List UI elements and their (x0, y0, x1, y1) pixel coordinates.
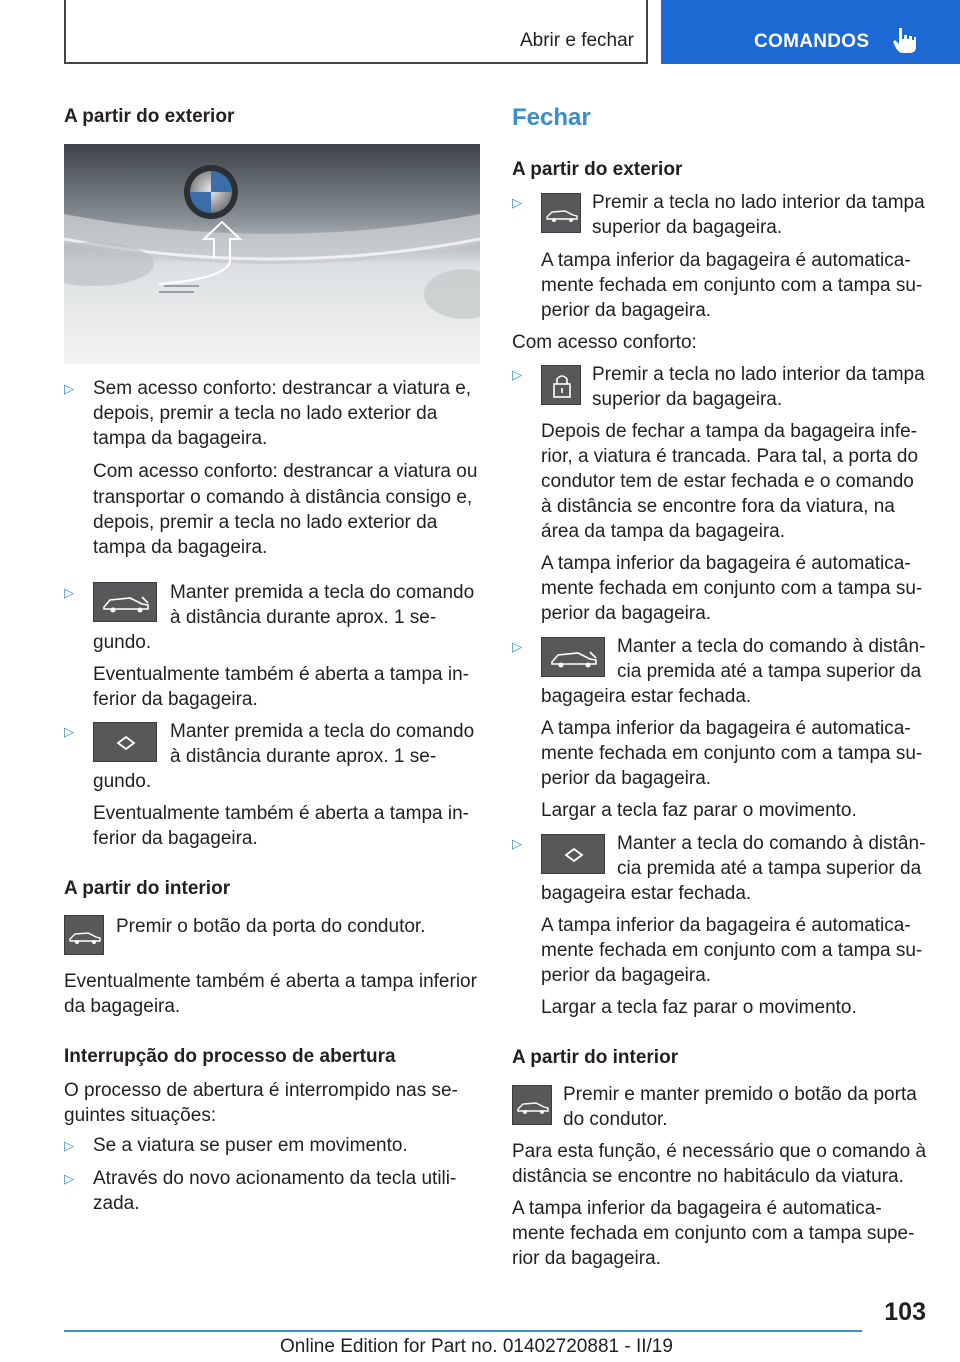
bullet-text: gundo. (93, 632, 152, 653)
bullet-subtext: A tampa inferior da bagageira é automatica‐ (541, 718, 911, 739)
paragraph: Eventualmente também é aberta a tampa inferior (64, 971, 477, 992)
bullet-subtext: A tampa inferior da bagageira é automatica‐ (541, 915, 911, 936)
bullet-text: tampa da bagageira. (93, 428, 268, 449)
bullet-subtext: à distância se encontre fora da viatura, na (541, 496, 895, 517)
paragraph: guintes situações: (64, 1105, 217, 1126)
triangle-bullet-icon: ▷ (64, 1138, 74, 1153)
car-trunk-icon (64, 915, 104, 955)
bullet-subtext: mente fechada em conjunto com a tampa su‐ (541, 940, 923, 961)
paragraph: Para esta função, é necessário que o comando à (512, 1141, 927, 1162)
diamond-key-icon (541, 834, 605, 874)
bullet-subtext: mente fechada em conjunto com a tampa su‐ (541, 578, 923, 599)
paragraph: O processo de abertura é interrompido nas se‐ (64, 1080, 458, 1101)
bullet-subtext: rior, a viatura é trancada. Para tal, a porta do (541, 446, 919, 467)
bullet-text: Sem acesso conforto: destrancar a viatura e, (93, 378, 472, 399)
paragraph: A tampa inferior da bagageira é automatica‐ (512, 1198, 882, 1219)
bullet-subtext: Depois de fechar a tampa da bagageira infe‐ (541, 421, 918, 442)
bullet-subtext: área da tampa da bagageira. (541, 521, 786, 542)
bullet-text: depois, premir a tecla no lado exterior da (93, 403, 438, 424)
bullet-subtext: perior da bagageira. (541, 300, 712, 321)
car-trunk-icon (512, 1085, 552, 1125)
diamond-key-icon (93, 722, 157, 762)
bullet-text: zada. (93, 1193, 140, 1214)
bullet-text: Manter a tecla do comando à distân‐ (617, 636, 926, 657)
car-trunk-icon (541, 637, 605, 677)
bullet-subtext: perior da bagageira. (541, 768, 712, 789)
heading-from-outside: A partir do exterior (64, 106, 235, 127)
triangle-bullet-icon: ▷ (512, 367, 522, 382)
bullet-subtext: tampa da bagageira. (93, 537, 268, 558)
paragraph: mente fechada em conjunto com a tampa supe‐ (512, 1223, 915, 1244)
pointing-hand-icon (893, 26, 917, 59)
bullet-subtext: Eventualmente também é aberta a tampa in‐ (93, 664, 469, 685)
trunk-photo (64, 144, 480, 364)
bullet-subtext: Com acesso conforto: destrancar a viatura ou (93, 461, 478, 482)
footer-edition: Online Edition for Part no. 01402720881 - II/19 (280, 1336, 673, 1357)
bullet-text: bagageira estar fechada. (541, 883, 752, 904)
bullet-text: bagageira estar fechada. (541, 686, 752, 707)
paragraph: da bagageira. (64, 996, 181, 1017)
bullet-text: Manter a tecla do comando à distân‐ (617, 833, 926, 854)
triangle-bullet-icon: ▷ (64, 724, 74, 739)
section-title-close: Fechar (512, 104, 591, 131)
bullet-subtext: condutor tem de estar fechada e o comando (541, 471, 914, 492)
bullet-text: Premir a tecla no lado interior da tampa (592, 192, 925, 213)
triangle-bullet-icon: ▷ (64, 1171, 74, 1186)
bullet-text: Manter premida a tecla do comando (170, 721, 475, 742)
bullet-subtext: mente fechada em conjunto com a tampa su‐ (541, 743, 923, 764)
triangle-bullet-icon: ▷ (64, 585, 74, 600)
footer-divider (64, 1330, 862, 1332)
bullet-text: à distância durante aprox. 1 se‐ (170, 746, 437, 767)
heading-interruption: Interrupção do processo de abertura (64, 1046, 396, 1067)
bullet-text: superior da bagageira. (592, 217, 783, 238)
interior-instruction: do condutor. (563, 1109, 668, 1130)
bullet-text: cia premida até a tampa superior da (617, 661, 922, 682)
bullet-text: cia premida até a tampa superior da (617, 858, 922, 879)
bullet-text: gundo. (93, 771, 152, 792)
bullet-subtext: perior da bagageira. (541, 965, 712, 986)
header-chapter-title: COMANDOS (754, 31, 870, 52)
bullet-text: Premir a tecla no lado interior da tampa (592, 364, 925, 385)
bullet-subtext: depois, premir a tecla no lado exterior da (93, 512, 438, 533)
bullet-text: Se a viatura se puser em movimento. (93, 1135, 408, 1156)
bullet-subtext: ferior da bagageira. (93, 828, 258, 849)
triangle-bullet-icon: ▷ (512, 195, 522, 210)
bullet-text: Através do novo acionamento da tecla utili‐ (93, 1168, 457, 1189)
triangle-bullet-icon: ▷ (512, 639, 522, 654)
triangle-bullet-icon: ▷ (512, 836, 522, 851)
comfort-access-label: Com acesso conforto: (512, 332, 697, 353)
bullet-text: à distância durante aprox. 1 se‐ (170, 607, 437, 628)
bullet-subtext: mente fechada em conjunto com a tampa su‐ (541, 275, 923, 296)
interior-instruction: Premir o botão da porta do condutor. (116, 916, 426, 937)
heading-from-inside: A partir do interior (512, 1047, 679, 1068)
bullet-subtext: A tampa inferior da bagageira é automatica‐ (541, 250, 911, 271)
header-section-box (64, 0, 648, 64)
bullet-subtext: perior da bagageira. (541, 603, 712, 624)
bullet-text: Manter premida a tecla do comando (170, 582, 475, 603)
header-section-title: Abrir e fechar (519, 30, 634, 51)
header-chapter-tab[interactable] (661, 0, 960, 64)
bullet-subtext: transportar o comando à distância consigo e, (93, 487, 473, 508)
page-number: 103 (884, 1298, 926, 1326)
paragraph: distância se encontre no habitáculo da viatura. (512, 1166, 904, 1187)
bullet-text: superior da bagageira. (592, 389, 783, 410)
paragraph: rior da bagageira. (512, 1248, 661, 1269)
interior-instruction: Premir e manter premido o botão da porta (563, 1084, 917, 1105)
heading-from-outside: A partir do exterior (512, 159, 683, 180)
bullet-subtext: Largar a tecla faz parar o movimento. (541, 997, 857, 1018)
bullet-subtext: ferior da bagageira. (93, 689, 258, 710)
bullet-subtext: Largar a tecla faz parar o movimento. (541, 800, 857, 821)
heading-from-inside: A partir do interior (64, 878, 231, 899)
triangle-bullet-icon: ▷ (64, 381, 74, 396)
bullet-subtext: Eventualmente também é aberta a tampa in‐ (93, 803, 469, 824)
lock-icon (541, 365, 581, 405)
car-trunk-icon (93, 582, 157, 622)
car-trunk-icon (541, 193, 581, 233)
bullet-subtext: A tampa inferior da bagageira é automatica‐ (541, 553, 911, 574)
